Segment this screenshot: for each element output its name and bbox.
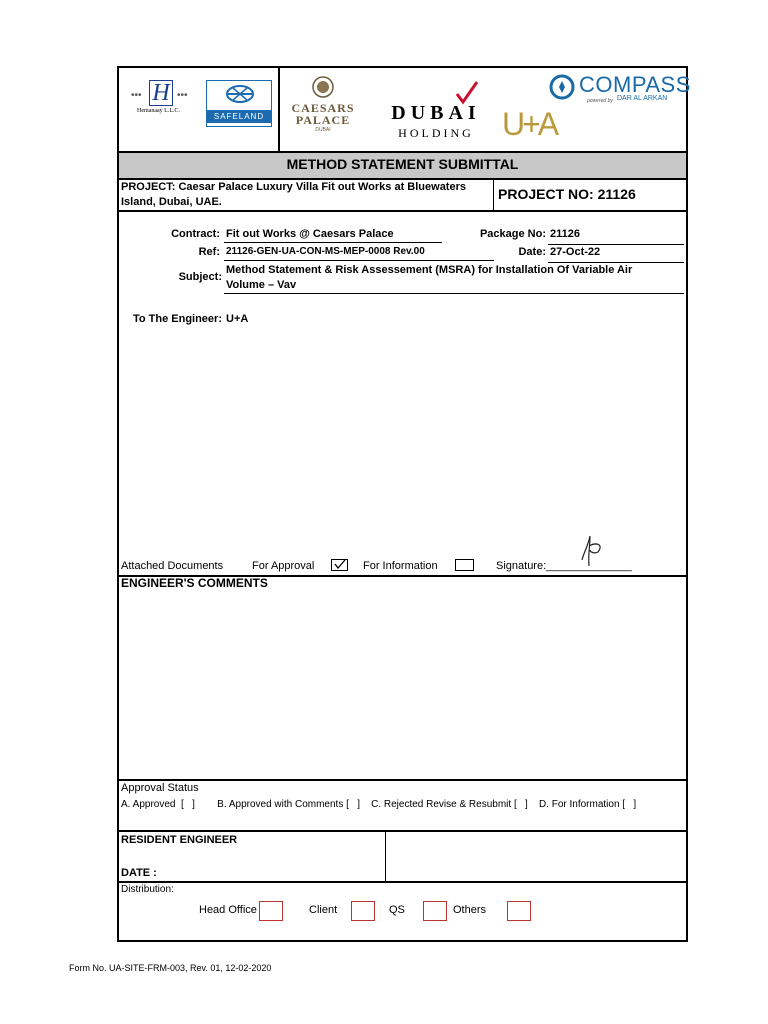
date-value: 27-Oct-22 <box>550 246 601 258</box>
package-value: 21126 <box>550 228 580 240</box>
dist-client-box[interactable] <box>351 901 375 921</box>
ua-logo: U+A <box>502 106 557 142</box>
for-approval-label: For Approval <box>252 560 315 572</box>
compass-parent: DAR AL ARKAN <box>617 95 668 102</box>
for-information-label: For Information <box>363 560 438 572</box>
signature-label: Signature:______________ <box>496 560 632 572</box>
dubai-holding-line1: DUBAI <box>391 102 481 124</box>
engineers-comments-heading: ENGINEER'S COMMENTS <box>121 576 268 590</box>
package-label: Package No: <box>479 228 546 240</box>
caesars-medallion-icon <box>312 76 334 98</box>
caesars-line1: CAESARS <box>291 101 355 115</box>
hemanaay-mark: H <box>149 80 173 106</box>
compass-logo <box>549 72 691 112</box>
dist-head-office-box[interactable] <box>259 901 283 921</box>
dist-client-label: Client <box>309 904 338 916</box>
dubai-holding-logo <box>381 80 491 142</box>
title-band <box>119 151 686 180</box>
subject-label: Subject: <box>178 271 222 283</box>
safeland-emblem-icon <box>225 83 255 105</box>
resident-engineer-label: RESIDENT ENGINEER <box>121 834 238 846</box>
date-label: Date: <box>518 246 546 258</box>
dist-qs-box[interactable] <box>423 901 447 921</box>
contract-value: Fit out Works @ Caesars Palace <box>226 228 394 240</box>
hemanaay-logo: ••• H ••• Hemanaay L.L.C. <box>131 80 188 114</box>
resident-engineer-divider <box>385 831 386 882</box>
safeland-logo <box>206 80 272 127</box>
for-information-checkbox[interactable] <box>455 559 474 571</box>
to-engineer-label: To The Engineer: <box>132 313 222 325</box>
distribution-label: Distribution: <box>121 884 174 895</box>
approval-options[interactable]: A. Approved [ ] B. Approved with Comments [ ] C. Rejected Revise & Resubmit [ ] D. For Information [ ] <box>121 799 637 810</box>
safeland-name: SAFELAND <box>207 110 271 123</box>
ref-label: Ref: <box>198 246 220 258</box>
subject-value: Method Statement & Risk Assessement (MSRA) for Installation Of Variable Air Volume – Vav <box>226 264 633 291</box>
checkmark-icon <box>334 559 346 570</box>
caesars-palace-logo <box>283 76 363 146</box>
logo-row <box>119 68 691 151</box>
to-engineer-value: U+A <box>226 313 249 325</box>
dist-head-office-label: Head Office <box>199 904 257 916</box>
handwritten-signature <box>578 532 608 568</box>
dist-others-box[interactable] <box>507 901 531 921</box>
hemanaay-name: Hemanaay L.L.C. <box>137 108 180 114</box>
form-number: Form No. UA-SITE-FRM-003, Rev. 01, 12-02-2020 <box>69 963 272 973</box>
caesars-line2: PALACE <box>295 113 351 127</box>
caesars-line3: DUBAI <box>315 127 331 133</box>
compass-name: COMPASS <box>579 72 691 97</box>
dist-others-label: Others <box>453 904 487 916</box>
ref-value: 21126-GEN-UA-CON-MS-MEP-0008 Rev.00 <box>226 246 425 257</box>
compass-powered-by: powered by <box>587 98 613 104</box>
attached-documents-label: Attached Documents <box>121 560 224 572</box>
approval-status-label: Approval Status <box>121 782 199 794</box>
compass-icon <box>549 74 575 100</box>
resident-date-label: DATE : <box>121 867 157 879</box>
dist-qs-label: QS <box>389 904 405 916</box>
contract-label: Contract: <box>171 228 220 240</box>
dubai-holding-line2: HOLDING <box>398 126 474 140</box>
project-no-box <box>493 178 685 211</box>
form-title: METHOD STATEMENT SUBMITTAL <box>286 156 519 172</box>
project-name: PROJECT: Caesar Palace Luxury Villa Fit out Works at Bluewaters Island, Dubai, UAE. <box>121 181 466 208</box>
project-no: PROJECT NO: 21126 <box>498 186 636 202</box>
for-approval-checkbox[interactable] <box>331 559 348 571</box>
